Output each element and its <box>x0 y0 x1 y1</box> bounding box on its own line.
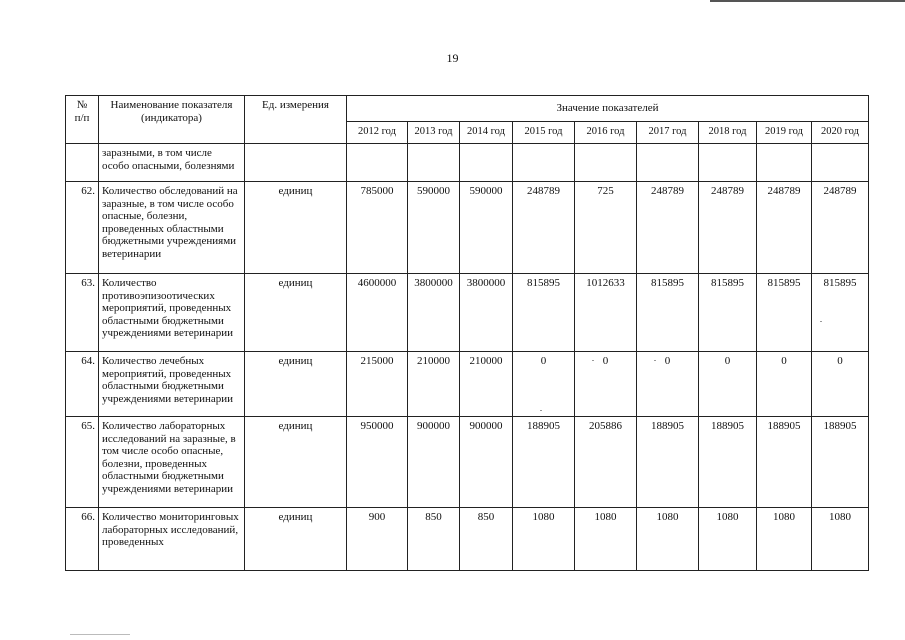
value-cell: 248789 <box>637 182 699 274</box>
table-row <box>66 144 869 182</box>
header-no: № п/п <box>66 96 99 144</box>
value-cell: 1080 <box>757 508 812 571</box>
indicators-table <box>65 95 869 571</box>
value-cell: 590000 <box>460 182 513 274</box>
value-cell: 1080 <box>637 508 699 571</box>
value-cell: 950000 <box>347 417 408 508</box>
value-cell: 4600000 <box>347 274 408 352</box>
value-cell <box>460 144 513 182</box>
value-cell: 248789 <box>513 182 575 274</box>
indicator-name: Количество обследований на заразные, в том числе особо опасные, болезни, проведенных областными бюджетными учреждениями ветеринарии <box>99 182 245 274</box>
value-cell: 188905 <box>757 417 812 508</box>
table-row <box>66 352 869 417</box>
value-cell <box>347 144 408 182</box>
header-values: Значение показателей <box>347 96 869 122</box>
row-number: 65. <box>66 417 99 508</box>
header-year: 2015 год <box>513 122 575 144</box>
value-cell: 815895 <box>637 274 699 352</box>
row-number <box>66 144 99 182</box>
value-cell <box>757 144 812 182</box>
value-cell: 850 <box>408 508 460 571</box>
value-cell: 210000 <box>460 352 513 417</box>
scan-speck <box>820 321 822 322</box>
value-cell <box>699 144 757 182</box>
header-year: 2017 год <box>637 122 699 144</box>
indicator-name: Количество противоэпизоотических мероприятий, проведенных областными бюджетными учреждениями ветеринарии <box>99 274 245 352</box>
value-cell: 815895 <box>513 274 575 352</box>
indicator-name: Количество лечебных мероприятий, проведенных областными бюджетными учреждениями ветеринарии <box>99 352 245 417</box>
value-cell <box>575 144 637 182</box>
value-cell: 188905 <box>812 417 869 508</box>
header-year: 2014 год <box>460 122 513 144</box>
unit-cell <box>245 144 347 182</box>
value-cell <box>513 144 575 182</box>
value-cell: 900000 <box>460 417 513 508</box>
value-cell: 1080 <box>812 508 869 571</box>
page-number: 19 <box>446 51 459 65</box>
table-row <box>66 182 869 274</box>
value-cell: 815895 <box>699 274 757 352</box>
value-cell: 1080 <box>699 508 757 571</box>
header-year: 2012 год <box>347 122 408 144</box>
value-cell: 1080 <box>513 508 575 571</box>
value-cell <box>637 144 699 182</box>
header-name: Наименование показателя (индикатора) <box>99 96 245 144</box>
scan-speck <box>654 360 656 361</box>
value-cell: 248789 <box>757 182 812 274</box>
value-cell: 188905 <box>699 417 757 508</box>
table-row <box>66 274 869 352</box>
table-row <box>66 508 869 571</box>
value-cell: 188905 <box>513 417 575 508</box>
value-cell: 205886 <box>575 417 637 508</box>
top-rule <box>710 0 905 2</box>
header-year: 2019 год <box>757 122 812 144</box>
value-cell: 0 <box>812 352 869 417</box>
value-cell: 900 <box>347 508 408 571</box>
value-cell: 188905 <box>637 417 699 508</box>
indicator-name: заразными, в том числе особо опасными, болезнями <box>99 144 245 182</box>
header-year: 2020 год <box>812 122 869 144</box>
unit-cell: единиц <box>245 352 347 417</box>
value-cell: 0 <box>575 352 637 417</box>
header-unit: Ед. измерения <box>245 96 347 144</box>
unit-cell: единиц <box>245 508 347 571</box>
indicator-name: Количество лабораторных исследований на заразные, в том числе особо опасные, болезни, проведенных областными бюджетными учреждениями ветеринарии <box>99 417 245 508</box>
value-cell <box>812 144 869 182</box>
value-cell: 900000 <box>408 417 460 508</box>
unit-cell: единиц <box>245 274 347 352</box>
header-year: 2016 год <box>575 122 637 144</box>
value-cell: 725 <box>575 182 637 274</box>
value-cell: 3800000 <box>408 274 460 352</box>
value-cell: 850 <box>460 508 513 571</box>
scan-speck <box>592 360 594 361</box>
value-cell: 1080 <box>575 508 637 571</box>
value-cell: 0 <box>699 352 757 417</box>
row-number: 63. <box>66 274 99 352</box>
value-cell: 815895 <box>812 274 869 352</box>
value-cell: 815895 <box>757 274 812 352</box>
scan-speck <box>540 410 542 411</box>
value-cell: 248789 <box>812 182 869 274</box>
value-cell: 0 <box>637 352 699 417</box>
header-year: 2018 год <box>699 122 757 144</box>
table-row <box>66 417 869 508</box>
row-number: 64. <box>66 352 99 417</box>
header-year: 2013 год <box>408 122 460 144</box>
value-cell: 3800000 <box>460 274 513 352</box>
value-cell: 210000 <box>408 352 460 417</box>
value-cell: 1012633 <box>575 274 637 352</box>
value-cell: 215000 <box>347 352 408 417</box>
value-cell <box>408 144 460 182</box>
row-number: 66. <box>66 508 99 571</box>
scan-speck <box>70 634 130 635</box>
indicator-name: Количество мониторинговых лабораторных исследований, проведенных <box>99 508 245 571</box>
value-cell: 0 <box>757 352 812 417</box>
value-cell: 785000 <box>347 182 408 274</box>
unit-cell: единиц <box>245 417 347 508</box>
unit-cell: единиц <box>245 182 347 274</box>
value-cell: 0 <box>513 352 575 417</box>
row-number: 62. <box>66 182 99 274</box>
value-cell: 590000 <box>408 182 460 274</box>
value-cell: 248789 <box>699 182 757 274</box>
